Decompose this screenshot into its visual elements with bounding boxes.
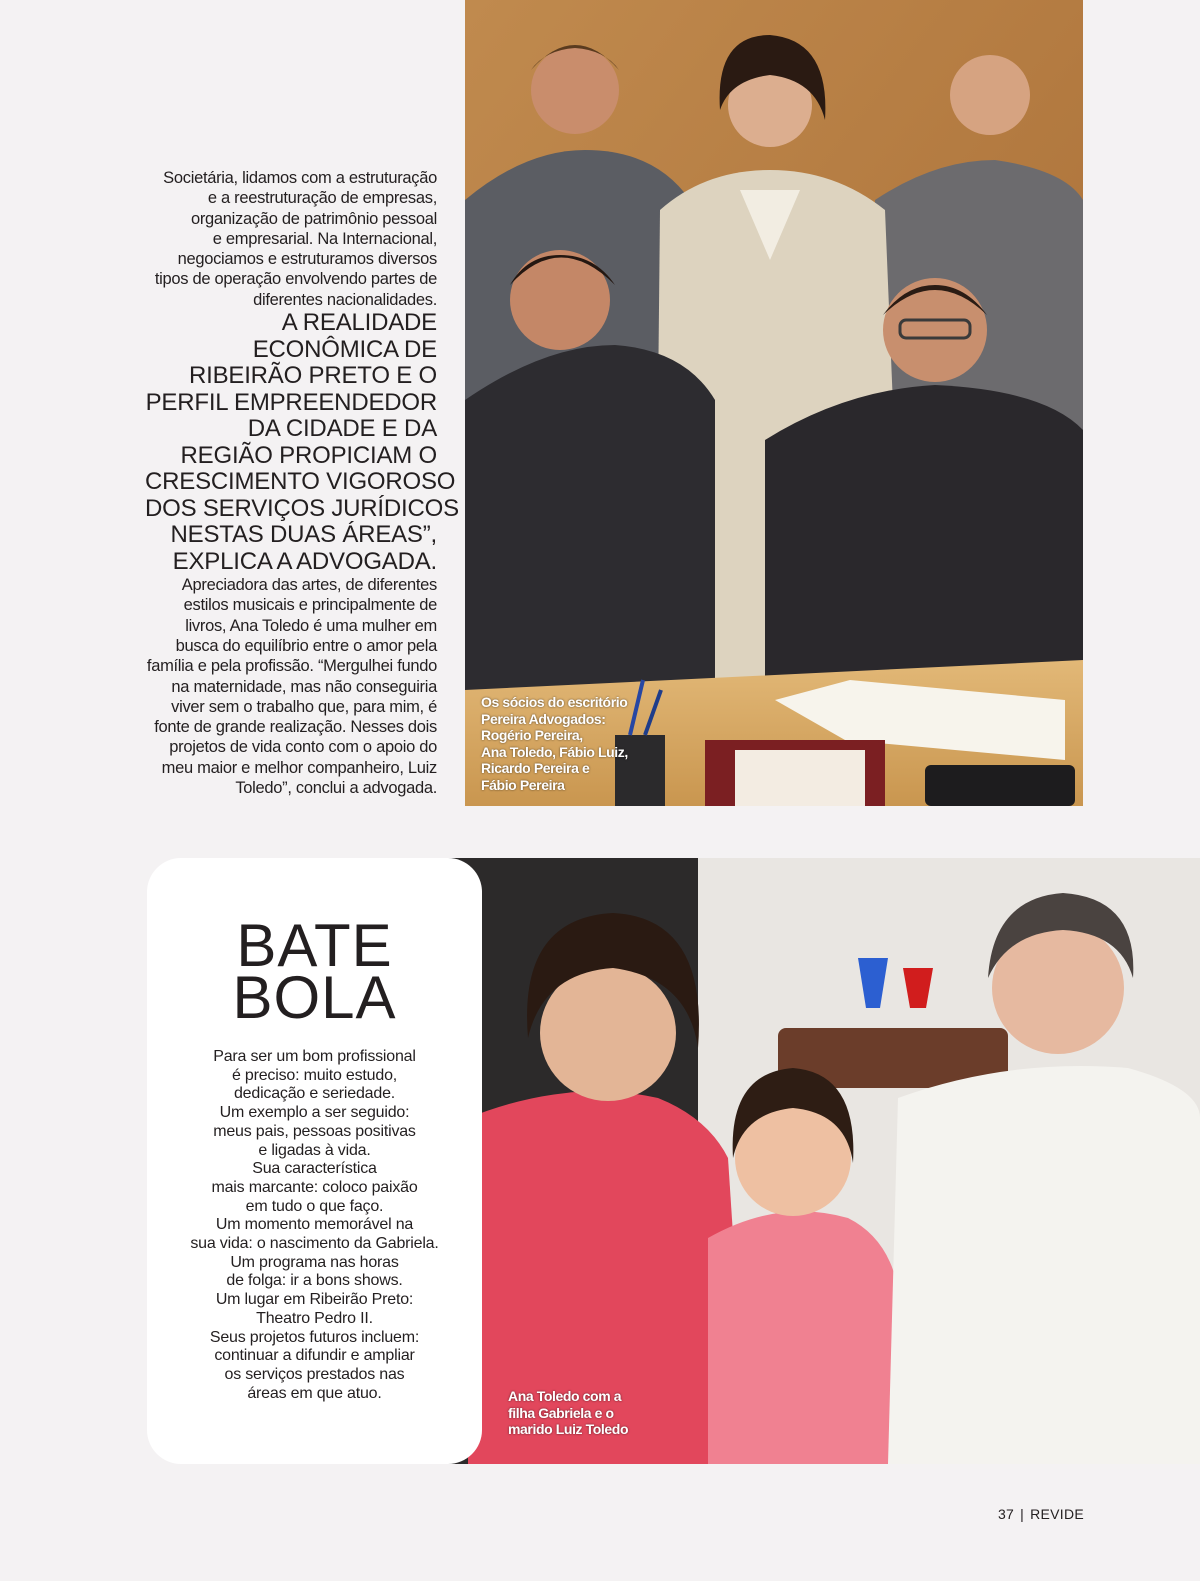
caption-line: Os sócios do escritório [481, 694, 628, 710]
bate-bola-line: meus pais, pessoas positivas [213, 1122, 416, 1140]
bate-bola-title [147, 912, 482, 1031]
bate-bola-title-line: BATE [236, 912, 393, 979]
team-photo-caption [481, 694, 628, 793]
bate-bola-line: é preciso: muito estudo, [231, 1066, 398, 1084]
caption-line: filha Gabriela e o [508, 1404, 614, 1421]
pull-quote [145, 309, 459, 575]
pull-quote-line: CRESCIMENTO VIGOROSO [145, 468, 456, 496]
bate-bola-line: os serviços prestados nas [224, 1365, 405, 1383]
caption-line: Rogério Pereira, [481, 727, 583, 743]
caption-line: Ana Toledo com a [508, 1388, 622, 1404]
bate-bola-body [147, 1048, 482, 1403]
family-photo [448, 858, 1200, 1464]
body-line: diferentes nacionalidades. [253, 290, 437, 309]
body-line: projetos de vida conto com o apoio do [169, 738, 437, 757]
family-photo-caption [508, 1388, 628, 1438]
bate-bola-line: continuar a difundir e ampliar [214, 1347, 415, 1365]
bate-bola-line: e ligadas à vida. [258, 1141, 371, 1159]
pull-quote-line: ECONÔMICA DE [252, 335, 437, 363]
pull-quote-line: EXPLICA A ADVOGADA. [172, 547, 437, 575]
bate-bola-line: Um programa nas horas [230, 1253, 399, 1271]
pull-quote-line: REGIÃO PROPICIAM O [180, 441, 437, 469]
caption-line: Ricardo Pereira e [481, 760, 590, 776]
caption-line: Fábio Pereira [481, 776, 565, 793]
body-line: família e pela profissão. “Mergulhei fundo [146, 657, 437, 676]
pull-quote-line: A REALIDADE [281, 309, 437, 337]
page-folio [998, 1506, 1084, 1522]
caption-line: Pereira Advogados: [481, 710, 606, 727]
caption-line: Ana Toledo, Fábio Luiz, [481, 743, 628, 760]
bate-bola-box [147, 858, 482, 1464]
body-line: fonte de grande realização. Nesses dois [154, 718, 437, 737]
article-column [145, 168, 459, 798]
bate-bola-line: Para ser um bom profissional [213, 1048, 416, 1065]
bate-bola-line: Seus projetos futuros incluem: [209, 1328, 420, 1346]
page-number: 37 [997, 1506, 1015, 1522]
body-line: busca do equilíbrio entre o amor pela [175, 636, 437, 655]
bate-bola-line: Um momento memorável na [215, 1216, 414, 1234]
body-line: negociamos e estruturamos diversos [177, 250, 437, 269]
body-line: Apreciadora das artes, de diferentes [181, 576, 437, 595]
body-line: e empresarial. Na Internacional, [212, 229, 437, 248]
body-line: estilos musicais e principalmente de [183, 596, 437, 615]
bate-bola-line: Um exemplo a ser seguido: [219, 1104, 410, 1122]
body-line: livros, Ana Toledo é uma mulher em [185, 616, 437, 635]
team-photo-illustration [465, 0, 1083, 806]
family-photo-illustration [448, 858, 1200, 1464]
bate-bola-line: áreas em que atuo. [247, 1384, 382, 1402]
bate-bola-line: dedicação e seriedade. [233, 1085, 396, 1103]
body-line: viver sem o trabalho que, para mim, é [171, 697, 437, 716]
team-photo [465, 0, 1083, 806]
folio-separator: | [1020, 1506, 1025, 1522]
bate-bola-line: de folga: ir a bons shows. [226, 1272, 403, 1290]
body-line: na maternidade, mas não conseguiria [171, 677, 437, 696]
bate-bola-line: em tudo o que faço. [245, 1197, 384, 1215]
magazine-name: REVIDE [1030, 1506, 1084, 1522]
pull-quote-line: RIBEIRÃO PRETO E O [188, 362, 437, 390]
bate-bola-line: mais marcante: coloco paixão [211, 1178, 418, 1196]
body-line: Toledo”, conclui a advogada. [235, 779, 437, 798]
pull-quote-line: NESTAS DUAS ÁREAS”, [170, 521, 437, 549]
body-line: meu maior e melhor companheiro, Luiz [161, 758, 437, 777]
pull-quote-line: DOS SERVIÇOS JURÍDICOS [145, 494, 459, 522]
bate-bola-line: sua vida: o nascimento da Gabriela. [190, 1235, 439, 1253]
pull-quote-line: DA CIDADE E DA [247, 415, 437, 443]
body-line: tipos de operação envolvendo partes de [154, 270, 437, 289]
body-line: e a reestruturação de empresas, [207, 189, 437, 208]
bate-bola-line: Theatro Pedro II. [256, 1309, 373, 1327]
body-line: Societária, lidamos com a estruturação [163, 169, 437, 187]
caption-line: marido Luiz Toledo [508, 1421, 629, 1437]
bate-bola-line: Sua característica [252, 1160, 377, 1178]
pull-quote-line: PERFIL EMPREENDEDOR [145, 388, 437, 416]
body-line: organização de patrimônio pessoal [190, 209, 437, 228]
bate-bola-line: Um lugar em Ribeirão Preto: [215, 1291, 414, 1309]
bate-bola-title-line: BOLA [232, 964, 397, 1031]
